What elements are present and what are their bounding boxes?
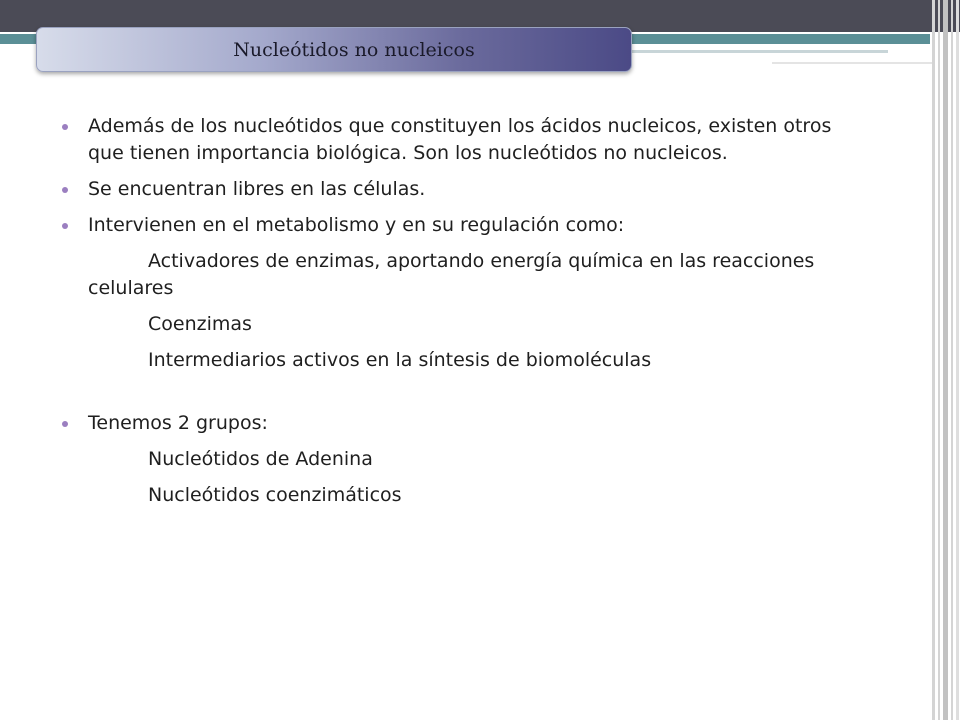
bullet-dot-icon xyxy=(62,223,68,229)
bullet-text: Se encuentran libres en las células. xyxy=(88,178,426,200)
bullet-text: Tenemos 2 grupos: xyxy=(88,412,268,434)
bullet-item xyxy=(58,410,858,437)
slide-title: Nucleótidos no nucleicos xyxy=(233,38,475,61)
bullet-text: Además de los nucleótidos que constituyen los ácidos nucleicos, existen otros que tienen importancia biológica. Son los nucleótidos no nucleicos. xyxy=(88,115,832,164)
sub-item: Intermediarios activos en la síntesis de biomoléculas xyxy=(148,349,652,371)
divider-line-secondary xyxy=(772,62,932,64)
spacer xyxy=(58,383,858,410)
sub-item: Coenzimas xyxy=(148,313,252,335)
slide-content xyxy=(58,113,858,518)
bullet-item xyxy=(58,212,858,239)
bullet-item xyxy=(58,176,858,203)
divider-line xyxy=(630,50,888,53)
bullet-dot-icon xyxy=(62,124,68,130)
bullet-item xyxy=(58,113,858,167)
bullet-dot-icon xyxy=(62,421,68,427)
sub-item: Nucleótidos de Adenina xyxy=(148,448,373,470)
title-banner xyxy=(36,27,632,72)
bullet-dot-icon xyxy=(62,187,68,193)
accent-band-right xyxy=(630,34,930,44)
bullet-text: Intervienen en el metabolismo y en su regulación como: xyxy=(88,214,625,236)
side-stripes xyxy=(928,0,960,720)
sub-item: Activadores de enzimas, aportando energía química en las reacciones celulares xyxy=(88,250,815,299)
accent-band-left xyxy=(0,34,38,44)
sub-item: Nucleótidos coenzimáticos xyxy=(148,484,402,506)
